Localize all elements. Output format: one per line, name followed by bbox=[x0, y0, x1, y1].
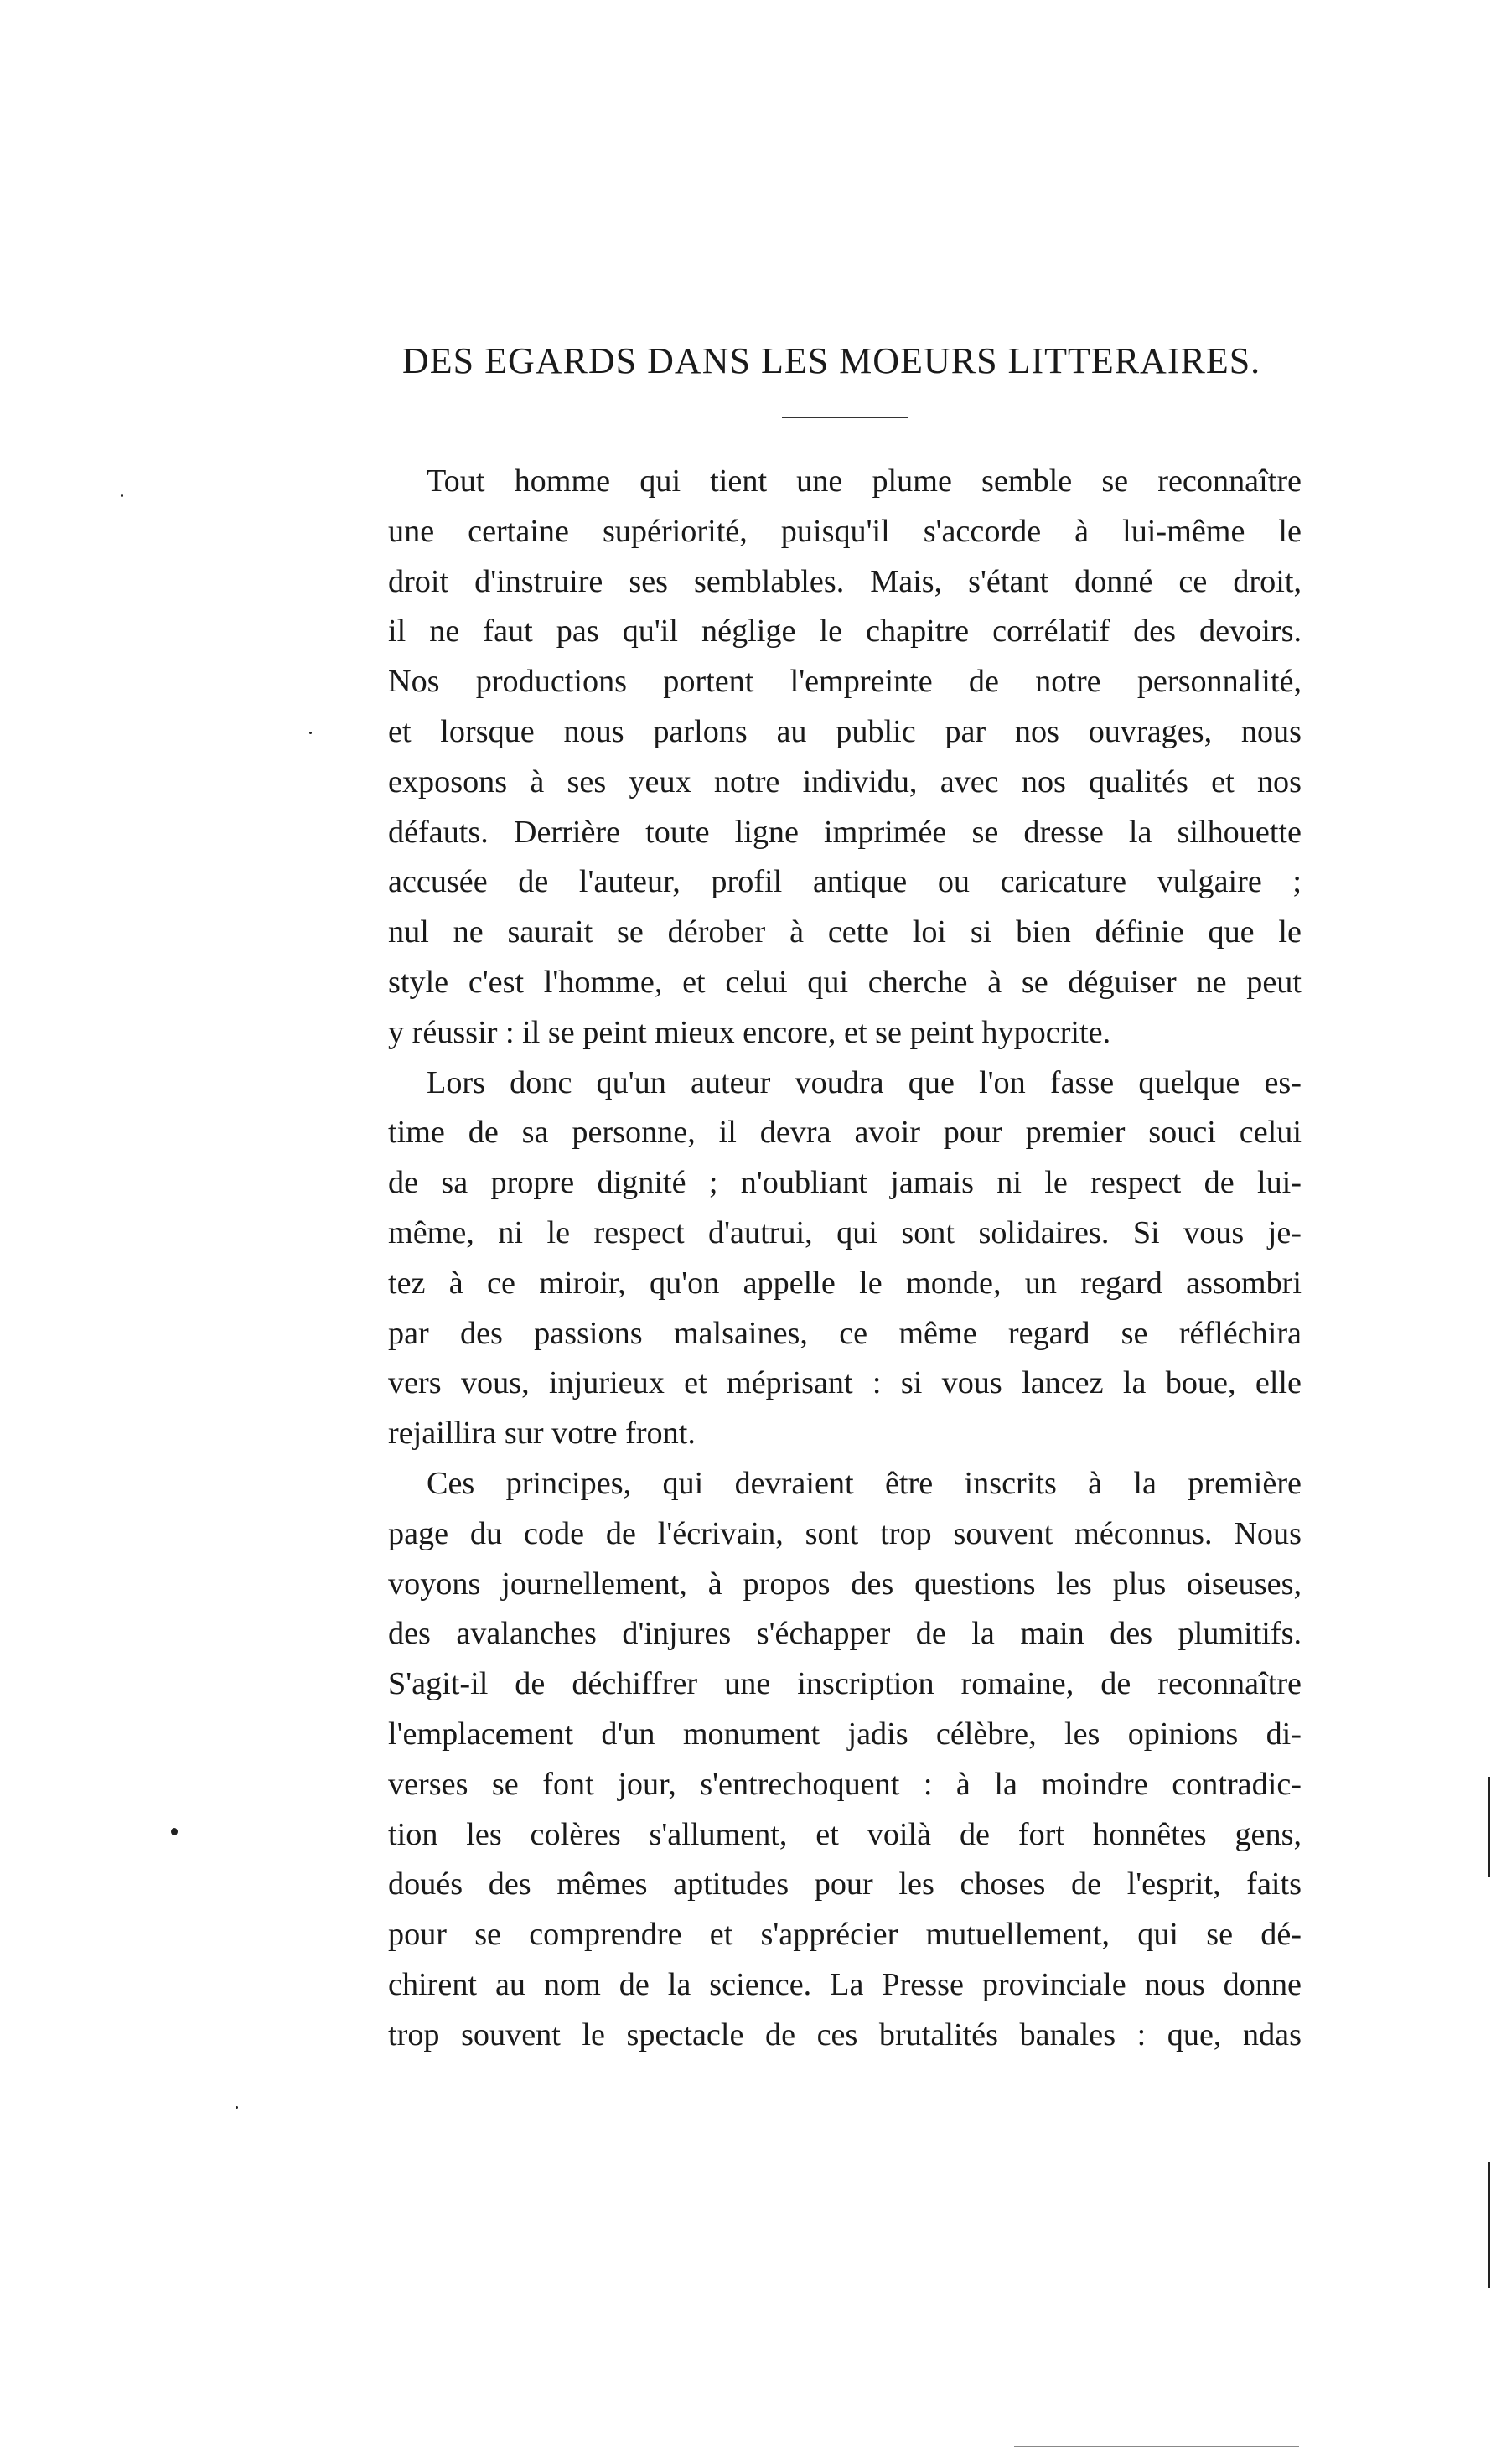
text-line: nul ne saurait se dérober à cette loi si bien définie que le bbox=[388, 914, 1302, 950]
scan-speck bbox=[171, 1828, 178, 1835]
text-line: Lors donc qu'un auteur voudra que l'on fasse quelque es- bbox=[427, 1064, 1302, 1100]
text-line: pour se comprendre et s'apprécier mutuellement, qui se dé- bbox=[388, 1917, 1302, 1953]
text-line: même, ni le respect d'autrui, qui sont solidaires. Si vous je- bbox=[388, 1214, 1302, 1250]
paragraph-2 bbox=[388, 1059, 1302, 1459]
text-line: défauts. Derrière toute ligne imprimée se dresse la silhouette bbox=[388, 814, 1302, 850]
text-line: S'agit-il de déchiffrer une inscription romaine, de reconnaître bbox=[388, 1666, 1302, 1702]
text-line: doués des mêmes aptitudes pour les choses de l'esprit, faits bbox=[388, 1866, 1302, 1902]
text-line: tion les colères s'allument, et voilà de fort honnêtes gens, bbox=[388, 1816, 1302, 1852]
text-line: par des passions malsaines, ce même regard se réfléchira bbox=[388, 1315, 1302, 1351]
scan-speck bbox=[1014, 2446, 1299, 2447]
scan-speck bbox=[1488, 2162, 1490, 2288]
scan-speck bbox=[1488, 1777, 1490, 1877]
scan-speck bbox=[309, 732, 312, 734]
scan-speck bbox=[236, 2106, 238, 2109]
text-line: trop souvent le spectacle de ces brutalités banales : que, ndas bbox=[388, 2016, 1302, 2052]
text-line: et lorsque nous parlons au public par nos ouvrages, nous bbox=[388, 713, 1302, 749]
scan-speck bbox=[121, 494, 123, 497]
text-line: Ces principes, qui devraient être inscrits à la première bbox=[427, 1465, 1302, 1501]
text-line: vers vous, injurieux et méprisant : si vous lancez la boue, elle bbox=[388, 1365, 1302, 1401]
text-line: style c'est l'homme, et celui qui cherche à se déguiser ne peut bbox=[388, 964, 1302, 1000]
text-line: chirent au nom de la science. La Presse provinciale nous donne bbox=[388, 1966, 1302, 2002]
text-line: droit d'instruire ses semblables. Mais, s'étant donné ce droit, bbox=[388, 563, 1302, 599]
text-line: y réussir : il se peint mieux encore, et se peint hypocrite. bbox=[388, 1014, 1111, 1050]
paragraph-3 bbox=[388, 1459, 1302, 2061]
text-line: Tout homme qui tient une plume semble se reconnaître bbox=[427, 463, 1302, 499]
text-line: l'emplacement d'un monument jadis célèbre, les opinions di- bbox=[388, 1716, 1302, 1752]
text-line: verses se font jour, s'entrechoquent : à la moindre contradic- bbox=[388, 1766, 1302, 1802]
text-line: accusée de l'auteur, profil antique ou caricature vulgaire ; bbox=[388, 864, 1302, 900]
text-line: il ne faut pas qu'il néglige le chapitre corrélatif des devoirs. bbox=[388, 613, 1302, 650]
text-line: une certaine supériorité, puisqu'il s'accorde à lui-même le bbox=[388, 513, 1302, 549]
text-line: page du code de l'écrivain, sont trop souvent méconnus. Nous bbox=[388, 1515, 1302, 1551]
text-line: exposons à ses yeux notre individu, avec nos qualités et nos bbox=[388, 764, 1302, 800]
chapter-title: DES EGARDS DANS LES MOEURS LITTERAIRES. bbox=[402, 340, 1261, 381]
text-line: time de sa personne, il devra avoir pour premier souci celui bbox=[388, 1115, 1302, 1151]
text-line: de sa propre dignité ; n'oubliant jamais ni le respect de lui- bbox=[388, 1165, 1302, 1201]
title-rule bbox=[782, 417, 908, 418]
text-line: des avalanches d'injures s'échapper de la main des plumitifs. bbox=[388, 1616, 1302, 1652]
text-line: voyons journellement, à propos des questions les plus oiseuses, bbox=[388, 1566, 1302, 1602]
text-line: tez à ce miroir, qu'on appelle le monde, un regard assombri bbox=[388, 1265, 1302, 1301]
text-line: Nos productions portent l'empreinte de notre personnalité, bbox=[388, 664, 1302, 700]
text-line: rejaillira sur votre front. bbox=[388, 1416, 696, 1452]
body-text bbox=[388, 457, 1302, 2061]
paragraph-1 bbox=[388, 457, 1302, 1059]
